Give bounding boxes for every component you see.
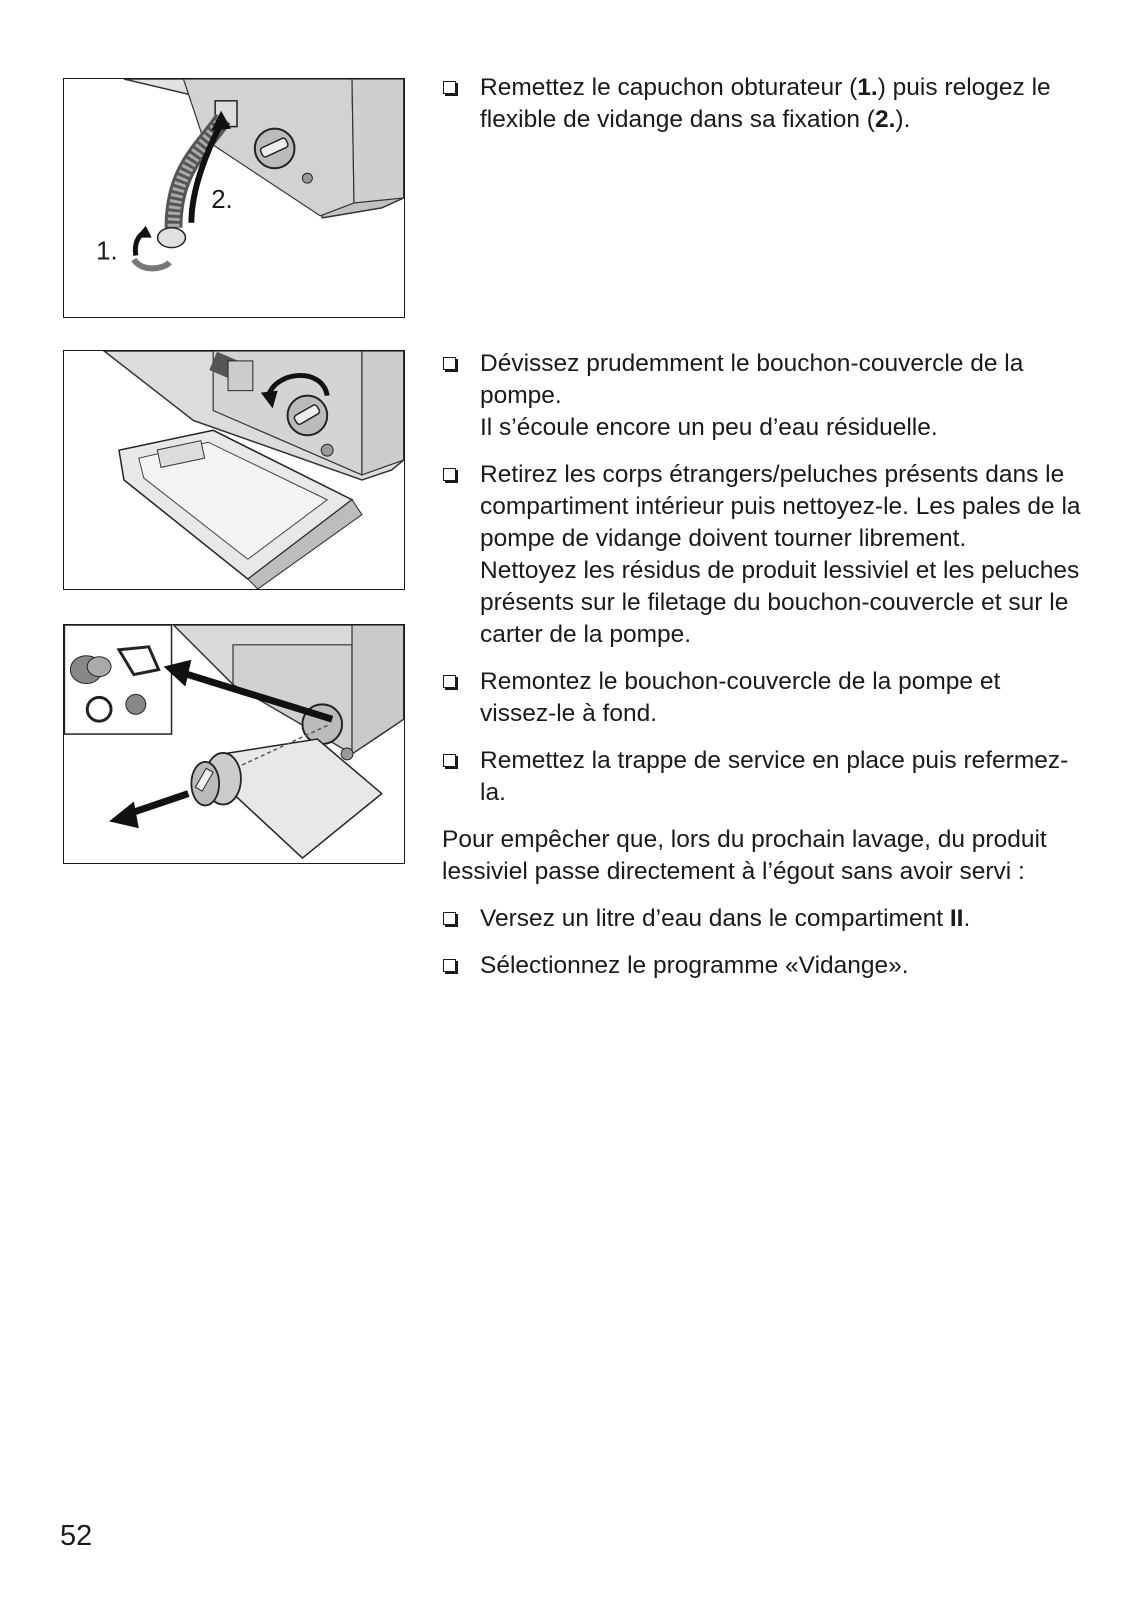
illustration-reattach-hose bbox=[63, 78, 405, 318]
paragraph-text: Pour empêcher que, lors du prochain lavage, du produit lessiviel passe directement à l’égout sans avoir servi : bbox=[442, 826, 1047, 885]
instruction-text: Remettez le capuchon obturateur (1.) puis relogez le flexible de vidange dans sa fixation (2.). bbox=[480, 74, 1051, 133]
instruction-step bbox=[442, 903, 1082, 935]
instructions-column bbox=[442, 72, 1082, 997]
step-label-1: 1. bbox=[96, 237, 118, 266]
illustration-unscrew-pump-cover bbox=[63, 350, 405, 590]
checkbox-bullet-icon bbox=[443, 468, 456, 481]
checkbox-bullet-icon bbox=[443, 959, 456, 972]
instruction-step bbox=[442, 348, 1082, 444]
instruction-note: Nettoyez les résidus de produit lessiviel et les peluches présents sur le filetage du bouchon-couvercle et sur le carter de la pompe. bbox=[480, 557, 1080, 648]
checkbox-bullet-icon bbox=[443, 81, 456, 94]
instruction-text: Sélectionnez le programme «Vidange». bbox=[480, 952, 909, 979]
illustration-remove-foreign-objects bbox=[63, 624, 405, 864]
instruction-text: Dévissez prudemment le bouchon-couvercle de la pompe. bbox=[480, 350, 1024, 409]
instruction-step bbox=[442, 72, 1082, 136]
step-label-2: 2. bbox=[211, 185, 233, 214]
intro-paragraph bbox=[442, 824, 1082, 888]
instruction-note: Il s’écoule encore un peu d’eau résiduelle. bbox=[480, 414, 938, 441]
instruction-text: Retirez les corps étrangers/peluches présents dans le compartiment intérieur puis nettoyez-le. Les pales de la pompe de vidange doivent tourner librement. bbox=[480, 461, 1081, 552]
instruction-text: Remontez le bouchon-couvercle de la pompe et vissez-le à fond. bbox=[480, 668, 1001, 727]
instruction-step bbox=[442, 950, 1082, 982]
instruction-text: Versez un litre d’eau dans le compartiment II. bbox=[480, 905, 971, 932]
instruction-step bbox=[442, 666, 1082, 730]
checkbox-bullet-icon bbox=[443, 754, 456, 767]
instruction-text: Remettez la trappe de service en place puis refermez-la. bbox=[480, 747, 1069, 806]
checkbox-bullet-icon bbox=[443, 912, 456, 925]
instruction-step bbox=[442, 745, 1082, 809]
page-number: 52 bbox=[60, 1520, 93, 1552]
instruction-step bbox=[442, 459, 1082, 651]
checkbox-bullet-icon bbox=[443, 675, 456, 688]
checkbox-bullet-icon bbox=[443, 357, 456, 370]
